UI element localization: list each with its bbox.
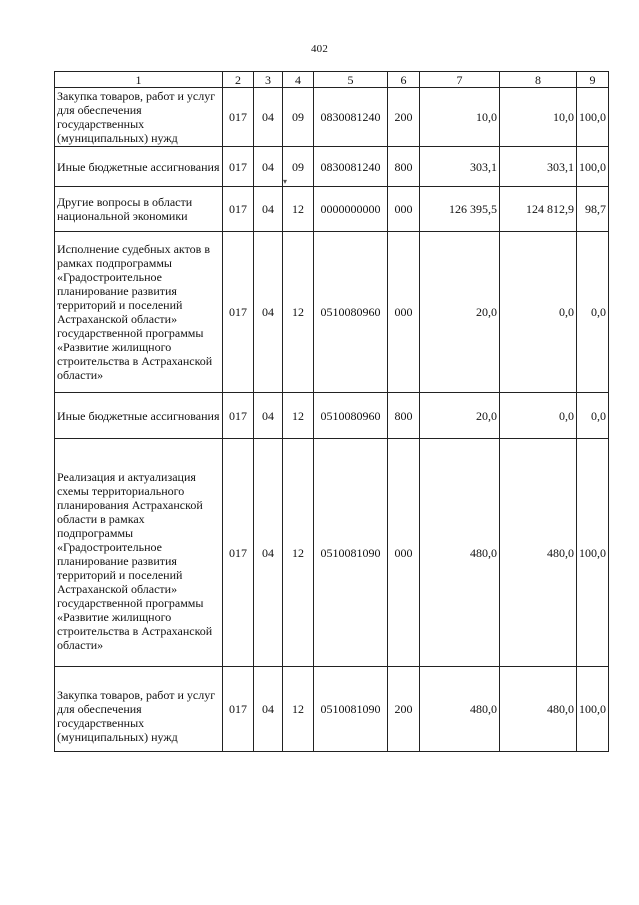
table-row — [55, 393, 609, 439]
cell-section: 04 — [254, 439, 283, 667]
column-header: 2 — [223, 72, 254, 88]
cell-percent: 98,7 — [577, 187, 609, 232]
cell-expense-type: 000 — [388, 187, 420, 232]
cell-admin-code: 017 — [223, 439, 254, 667]
row-name: Иные бюджетные ассигнования — [55, 147, 223, 187]
row-name: Исполнение судебных актов в рамках подпрограммы «Градостроительное планирование развития территорий и поселений Астраханской области» государственной программы «Развитие жилищного строительства в Астраханской области» — [55, 232, 223, 393]
cell-section: 04 — [254, 88, 283, 147]
cell-executed: 480,0 — [500, 439, 577, 667]
cell-target-article: 0510080960 — [314, 232, 388, 393]
cell-subsection: 12 — [283, 393, 314, 439]
row-name: Иные бюджетные ассигнования — [55, 393, 223, 439]
cell-approved: 20,0 — [420, 393, 500, 439]
table-row — [55, 187, 609, 232]
cell-target-article: 0510080960 — [314, 393, 388, 439]
cell-approved: 126 395,5 — [420, 187, 500, 232]
cell-percent: 100,0 — [577, 88, 609, 147]
cell-executed: 0,0 — [500, 393, 577, 439]
cell-admin-code: 017 — [223, 187, 254, 232]
column-header: 6 — [388, 72, 420, 88]
cell-section: 04 — [254, 667, 283, 752]
cell-section: 04 — [254, 232, 283, 393]
cell-target-article: 0000000000 — [314, 187, 388, 232]
cell-percent: 0,0 — [577, 393, 609, 439]
row-name: Другие вопросы в области национальной экономики — [55, 187, 223, 232]
cell-expense-type: 200 — [388, 88, 420, 147]
cell-section: 04 — [254, 393, 283, 439]
cell-approved: 10,0 — [420, 88, 500, 147]
scan-speck: ▾ — [283, 177, 288, 186]
cell-target-article: 0830081240 — [314, 88, 388, 147]
cell-expense-type: 800 — [388, 147, 420, 187]
column-header: 1 — [55, 72, 223, 88]
cell-section: 04 — [254, 187, 283, 232]
cell-subsection: 09 — [283, 88, 314, 147]
cell-admin-code: 017 — [223, 667, 254, 752]
cell-percent: 100,0 — [577, 147, 609, 187]
cell-expense-type: 000 — [388, 439, 420, 667]
cell-percent: 100,0 — [577, 439, 609, 667]
table-row — [55, 667, 609, 752]
cell-admin-code: 017 — [223, 147, 254, 187]
cell-subsection: 12 — [283, 232, 314, 393]
cell-target-article: 0510081090 — [314, 439, 388, 667]
column-header: 7 — [420, 72, 500, 88]
cell-percent: 100,0 — [577, 667, 609, 752]
cell-subsection: 12 — [283, 439, 314, 667]
table-row — [55, 147, 609, 187]
cell-expense-type: 200 — [388, 667, 420, 752]
table-header-row — [55, 72, 609, 88]
table-row — [55, 232, 609, 393]
cell-subsection: 12 — [283, 187, 314, 232]
row-name: Закупка товаров, работ и услуг для обеспечения государственных (муниципальных) нужд — [55, 88, 223, 147]
cell-executed: 303,1 — [500, 147, 577, 187]
cell-executed: 10,0 — [500, 88, 577, 147]
column-header: 4 — [283, 72, 314, 88]
cell-subsection: 09 — [283, 147, 314, 187]
table-row — [55, 88, 609, 147]
cell-admin-code: 017 — [223, 232, 254, 393]
table-row — [55, 439, 609, 667]
cell-admin-code: 017 — [223, 88, 254, 147]
cell-approved: 20,0 — [420, 232, 500, 393]
cell-section: 04 — [254, 147, 283, 187]
cell-approved: 480,0 — [420, 667, 500, 752]
cell-executed: 0,0 — [500, 232, 577, 393]
column-header: 5 — [314, 72, 388, 88]
column-header: 9 — [577, 72, 609, 88]
row-name: Реализация и актуализация схемы территориального планирования Астраханской области в рамках подпрограммы «Градостроительное планирование развития территорий и поселений Астраханской области» государственной программы «Развитие жилищного строительства в Астраханской области» — [55, 439, 223, 667]
row-name: Закупка товаров, работ и услуг для обеспечения государственных (муниципальных) нужд — [55, 667, 223, 752]
cell-subsection: 12 — [283, 667, 314, 752]
cell-expense-type: 800 — [388, 393, 420, 439]
cell-expense-type: 000 — [388, 232, 420, 393]
page-number: 402 — [310, 43, 329, 55]
column-header: 3 — [254, 72, 283, 88]
budget-table — [54, 71, 609, 752]
cell-executed: 124 812,9 — [500, 187, 577, 232]
cell-approved: 480,0 — [420, 439, 500, 667]
cell-target-article: 0510081090 — [314, 667, 388, 752]
cell-percent: 0,0 — [577, 232, 609, 393]
cell-target-article: 0830081240 — [314, 147, 388, 187]
column-header: 8 — [500, 72, 577, 88]
cell-executed: 480,0 — [500, 667, 577, 752]
cell-admin-code: 017 — [223, 393, 254, 439]
cell-approved: 303,1 — [420, 147, 500, 187]
